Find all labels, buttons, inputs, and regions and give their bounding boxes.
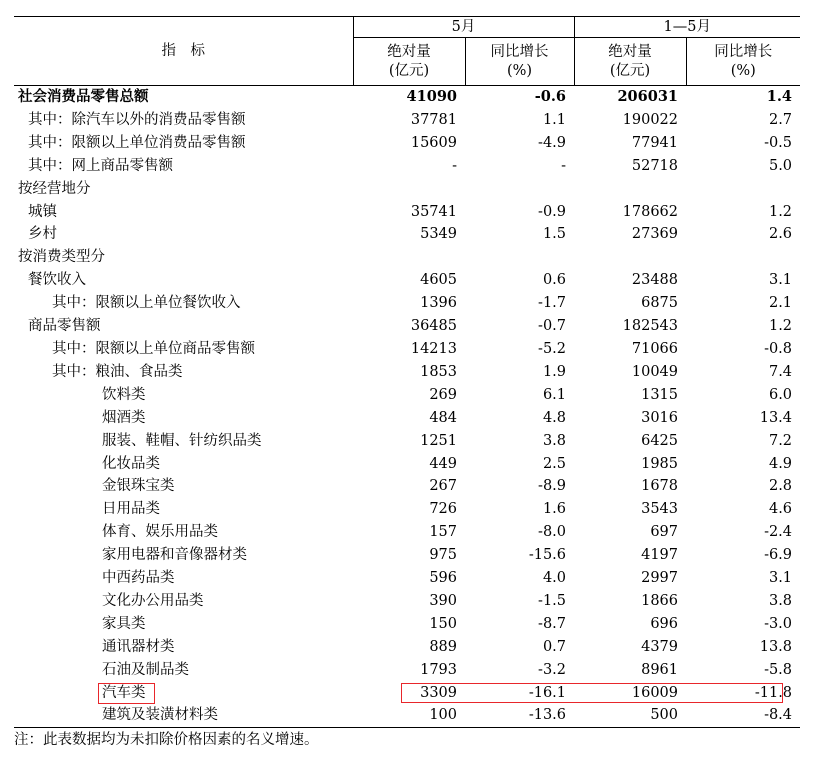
- may-group-header: 5月: [353, 17, 574, 38]
- cell-ytd-yoy: 5.0: [768, 157, 793, 174]
- row-label: [14, 613, 353, 636]
- row-label-text: 餐饮收入: [28, 272, 86, 289]
- cell-may-abs: 269: [429, 386, 457, 403]
- cell-may-abs: 35741: [410, 203, 457, 220]
- cell-ytd-abs: 71066: [631, 340, 679, 357]
- cell-may-abs: 15609: [410, 134, 457, 151]
- cell-ytd-abs: 8961: [641, 661, 679, 678]
- cell-ytd-abs: 77941: [631, 134, 679, 151]
- table-row: [14, 384, 800, 407]
- row-label-text: 社会消费品零售总额: [18, 88, 149, 105]
- row-label-text: 化妆品类: [102, 455, 160, 472]
- table-row: [14, 201, 800, 224]
- cell-may-abs: [353, 178, 465, 201]
- table-row: [14, 544, 800, 567]
- row-label-text: 家用电器和音像器材类: [102, 547, 247, 564]
- cell-may-yoy: -0.6: [534, 88, 567, 105]
- cell-may-yoy: 2.5: [542, 455, 567, 472]
- cell-ytd-yoy: 3.1: [768, 570, 793, 587]
- row-label-text: 家具类: [102, 615, 146, 632]
- cell-ytd-abs: 16009: [631, 684, 679, 701]
- row-label: [14, 155, 353, 178]
- row-label-text: 乡村: [28, 226, 57, 243]
- cell-ytd-yoy: -8.4: [686, 704, 800, 727]
- cell-ytd-abs: 6425: [641, 432, 679, 449]
- cell-ytd-yoy: 1.2: [768, 203, 793, 220]
- cell-ytd-yoy: -5.8: [764, 661, 793, 678]
- cell-may-abs: 37781: [410, 111, 457, 128]
- row-label: [14, 384, 353, 407]
- table-row: [14, 453, 800, 476]
- cell-ytd-abs: 696: [650, 615, 679, 632]
- cell-ytd-yoy: 2.1: [768, 295, 793, 312]
- cell-may-yoy: -8.7: [538, 615, 567, 632]
- cell-ytd-yoy: 3.1: [768, 272, 793, 289]
- may-abs-header: 绝对量 (亿元): [353, 38, 465, 86]
- cell-may-abs: 390: [429, 592, 457, 609]
- row-label: [14, 223, 353, 246]
- cell-may-yoy: 1.6: [542, 501, 567, 518]
- cell-ytd-yoy: -3.0: [764, 615, 793, 632]
- cell-ytd-abs: 178662: [622, 203, 679, 220]
- table-row: [14, 338, 800, 361]
- cell-may-yoy: -1.5: [538, 592, 567, 609]
- cell-may-yoy: -1.7: [538, 295, 567, 312]
- table-row: [14, 109, 800, 132]
- cell-may-abs: 975: [429, 547, 457, 564]
- cell-may-yoy: [465, 246, 574, 269]
- cell-ytd-yoy: 3.8: [768, 592, 793, 609]
- cell-may-abs: 4605: [420, 272, 457, 289]
- cell-may-abs: 36485: [410, 318, 457, 335]
- cell-may-yoy: -4.9: [538, 134, 567, 151]
- cell-may-yoy: 0.7: [542, 638, 567, 655]
- table-row: [14, 269, 800, 292]
- cell-may-yoy: 4.0: [542, 570, 567, 587]
- row-label: [14, 659, 353, 682]
- cell-ytd-abs: 27369: [631, 226, 679, 243]
- cell-ytd-yoy: -0.5: [764, 134, 793, 151]
- table-body: [14, 86, 800, 728]
- row-label: [14, 567, 353, 590]
- row-label-text: 烟酒类: [102, 409, 146, 426]
- cell-ytd-yoy: 4.6: [768, 501, 793, 518]
- cell-ytd-yoy: 2.8: [768, 478, 793, 495]
- table-row: [14, 292, 800, 315]
- row-label-text: 其中：限额以上单位商品零售额: [52, 340, 255, 357]
- row-label-text: 日用品类: [102, 501, 160, 518]
- cell-ytd-yoy: 13.8: [759, 638, 793, 655]
- row-label: [14, 453, 353, 476]
- cell-ytd-yoy: 7.4: [768, 363, 793, 380]
- cell-ytd-abs: 1866: [641, 592, 679, 609]
- row-label-text: 建筑及装潢材料类: [102, 707, 218, 724]
- cell-ytd-abs: 23488: [631, 272, 679, 289]
- cell-ytd-yoy: 1.4: [766, 88, 793, 105]
- cell-may-yoy: [465, 178, 574, 201]
- table-row: [14, 407, 800, 430]
- table-row: [14, 613, 800, 636]
- cell-ytd-abs: [574, 246, 686, 269]
- indicator-header: 指 标: [14, 17, 353, 86]
- cell-ytd-abs: 1985: [641, 455, 679, 472]
- row-label: [14, 682, 353, 705]
- cell-ytd-yoy: 2.7: [768, 111, 793, 128]
- row-label-text: 其中：除汽车以外的消费品零售额: [28, 111, 246, 128]
- row-label-text: 石油及制品类: [102, 661, 189, 678]
- cell-may-abs: 150: [429, 615, 457, 632]
- table-row: [14, 361, 800, 384]
- cell-ytd-yoy: -11.8: [754, 684, 793, 701]
- cell-ytd-yoy: [686, 246, 800, 269]
- row-label: [14, 407, 353, 430]
- row-label: [14, 361, 353, 384]
- cell-may-abs: 1793: [420, 661, 457, 678]
- cell-may-abs: 267: [429, 478, 457, 495]
- cell-may-abs: 157: [429, 524, 457, 541]
- cell-ytd-abs: 206031: [617, 88, 679, 105]
- table-row: [14, 704, 800, 727]
- cell-may-abs: 14213: [410, 340, 457, 357]
- cell-ytd-yoy: 2.6: [768, 226, 793, 243]
- cell-may-abs: [353, 246, 465, 269]
- cell-ytd-abs: 2997: [641, 570, 679, 587]
- cell-ytd-yoy: [686, 178, 800, 201]
- row-label: [14, 475, 353, 498]
- table-row: [14, 223, 800, 246]
- row-label: [14, 178, 353, 201]
- cell-may-abs: 1396: [420, 295, 457, 312]
- jan-may-group-header: 1—5月: [574, 17, 800, 38]
- cell-ytd-abs: 500: [574, 704, 686, 727]
- row-label-text: 文化办公用品类: [102, 592, 204, 609]
- cell-may-yoy: -8.0: [538, 524, 567, 541]
- row-label: [14, 430, 353, 453]
- cell-may-abs: 449: [429, 455, 457, 472]
- cell-may-yoy: 0.6: [542, 272, 567, 289]
- cell-ytd-abs: 182543: [622, 318, 679, 335]
- table-row: [14, 659, 800, 682]
- cell-may-yoy: -3.2: [538, 661, 567, 678]
- cell-may-yoy: 3.8: [542, 432, 567, 449]
- row-label: [14, 246, 353, 269]
- row-label: [14, 636, 353, 659]
- cell-ytd-abs: 10049: [631, 363, 679, 380]
- row-label: [14, 269, 353, 292]
- ytd-yoy-header: 同比增长 (%): [686, 38, 800, 86]
- cell-may-abs: 3309: [420, 684, 457, 701]
- cell-ytd-yoy: 4.9: [768, 455, 793, 472]
- cell-may-yoy: 4.8: [542, 409, 567, 426]
- table-row: [14, 86, 800, 109]
- highlighted-row-label: 汽车类: [99, 684, 154, 703]
- cell-may-abs: 484: [429, 409, 457, 426]
- may-yoy-header: 同比增长 (%): [465, 38, 574, 86]
- cell-ytd-yoy: -6.9: [764, 547, 793, 564]
- row-label-text: 按经营地分: [18, 180, 91, 197]
- cell-ytd-abs: 190022: [622, 111, 679, 128]
- table-row: [14, 636, 800, 659]
- row-label-text: 商品零售额: [28, 318, 101, 335]
- cell-ytd-yoy: 6.0: [768, 386, 793, 403]
- table-row: [14, 132, 800, 155]
- row-label-text: 体育、娱乐用品类: [102, 524, 218, 541]
- cell-may-yoy: -: [561, 157, 567, 174]
- row-label-text: 中西药品类: [102, 570, 175, 587]
- table-row: [14, 590, 800, 613]
- row-label: [14, 292, 353, 315]
- row-label: [14, 544, 353, 567]
- row-label: [14, 338, 353, 361]
- cell-may-yoy: -0.7: [538, 318, 567, 335]
- cell-may-yoy: -15.6: [528, 547, 567, 564]
- row-label-text: 其中：限额以上单位消费品零售额: [28, 134, 246, 151]
- cell-may-abs: 889: [429, 638, 457, 655]
- row-label: [14, 109, 353, 132]
- table-row: [14, 567, 800, 590]
- table-row: [14, 315, 800, 338]
- table-row: [14, 682, 800, 705]
- cell-may-abs: -: [452, 157, 457, 174]
- cell-ytd-abs: 3543: [641, 501, 679, 518]
- row-label-text: 服装、鞋帽、针纺织品类: [102, 432, 262, 449]
- row-label-text: 其中：网上商品零售额: [28, 157, 173, 174]
- cell-ytd-abs: 1315: [641, 386, 679, 403]
- cell-ytd-yoy: 7.2: [768, 432, 793, 449]
- cell-may-yoy: 1.1: [542, 111, 567, 128]
- table-footnote: 注：此表数据均为未扣除价格因素的名义增速。: [14, 732, 319, 748]
- row-label: [14, 201, 353, 224]
- row-label-text: 金银珠宝类: [102, 478, 175, 495]
- cell-ytd-abs: 4197: [641, 547, 679, 564]
- cell-ytd-yoy: -0.8: [764, 340, 793, 357]
- table-row: [14, 178, 800, 201]
- cell-may-yoy: 6.1: [542, 386, 567, 403]
- retail-sales-table: [14, 16, 800, 728]
- cell-may-yoy: -8.9: [538, 478, 567, 495]
- table-row: [14, 155, 800, 178]
- cell-may-yoy: -13.6: [465, 704, 574, 727]
- row-label: [14, 521, 353, 544]
- cell-may-yoy: -5.2: [538, 340, 567, 357]
- cell-may-abs: 1853: [420, 363, 457, 380]
- ytd-abs-header: 绝对量 (亿元): [574, 38, 686, 86]
- table-row: [14, 430, 800, 453]
- cell-ytd-abs: 3016: [641, 409, 679, 426]
- cell-may-abs: 726: [429, 501, 457, 518]
- cell-may-yoy: 1.5: [542, 226, 567, 243]
- row-label: [14, 590, 353, 613]
- cell-ytd-abs: [574, 178, 686, 201]
- cell-ytd-abs: 6875: [641, 295, 679, 312]
- row-label-text: 通讯器材类: [102, 638, 175, 655]
- cell-ytd-abs: 697: [650, 524, 679, 541]
- row-label: [14, 704, 353, 727]
- row-label-text: 按消费类型分: [18, 249, 105, 266]
- cell-ytd-yoy: -2.4: [764, 524, 793, 541]
- row-label: [14, 498, 353, 521]
- row-label: [14, 86, 353, 109]
- cell-may-abs: 1251: [420, 432, 457, 449]
- table-row: [14, 475, 800, 498]
- cell-ytd-yoy: 1.2: [768, 318, 793, 335]
- row-label-text: 其中：粮油、食品类: [52, 363, 183, 380]
- cell-may-abs: 596: [429, 570, 457, 587]
- row-label-text: 其中：限额以上单位餐饮收入: [52, 295, 241, 312]
- row-label: [14, 315, 353, 338]
- table-row: [14, 498, 800, 521]
- row-label-text: 城镇: [28, 203, 57, 220]
- cell-ytd-yoy: 13.4: [759, 409, 793, 426]
- cell-ytd-abs: 4379: [641, 638, 679, 655]
- cell-may-abs: 41090: [406, 88, 457, 105]
- cell-may-yoy: -16.1: [528, 684, 567, 701]
- table-row: [14, 521, 800, 544]
- cell-ytd-abs: 52718: [631, 157, 679, 174]
- cell-may-yoy: 1.9: [542, 363, 567, 380]
- cell-ytd-abs: 1678: [641, 478, 679, 495]
- document: [14, 16, 800, 728]
- cell-may-yoy: -0.9: [538, 203, 567, 220]
- row-label-text: 饮料类: [102, 386, 146, 403]
- cell-may-abs: 5349: [420, 226, 457, 243]
- table-row: [14, 246, 800, 269]
- cell-may-abs: 100: [353, 704, 465, 727]
- row-label: [14, 132, 353, 155]
